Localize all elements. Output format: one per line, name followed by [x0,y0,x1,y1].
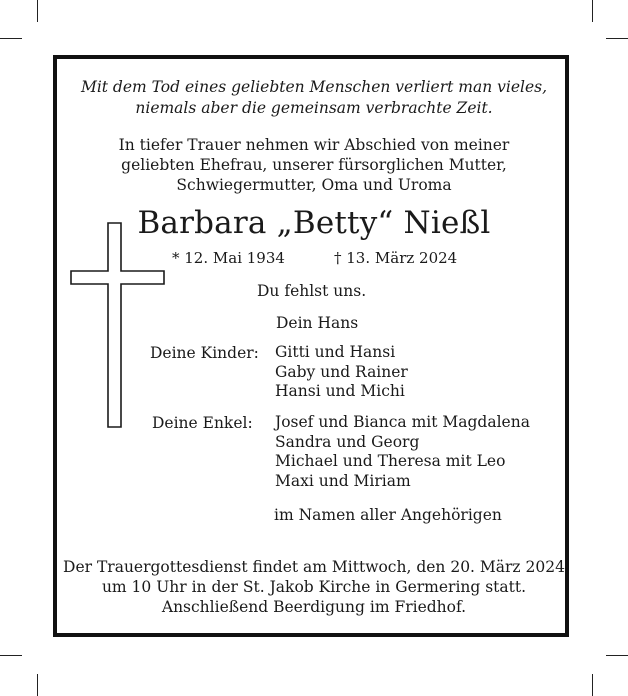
list-item: Hansi und Michi [275,382,405,400]
crop-mark-top-right-h [606,38,628,39]
crop-mark-bottom-right-v [592,674,593,696]
deceased-name: Barbara „Betty“ Nießl [137,205,491,241]
list-item: Josef und Bianca mit Magdalena [275,413,530,431]
intro-text [0,135,628,195]
crop-mark-bottom-left-h [0,655,22,656]
list-item: Maxi und Miriam [275,471,411,490]
service-line-3: Anschließend Beerdigung im Friedhof. [161,598,467,616]
list-item: Gaby und Rainer [275,362,408,381]
quote-line-1: Mit dem Tod eines geliebten Menschen verliert man vieles, [80,78,548,96]
quote-line-2: niemals aber die gemeinsam verbrachte Zeit. [135,99,493,117]
intro-line-2: geliebten Ehefrau, unserer fürsorglichen Mutter, [121,156,507,174]
crop-mark-bottom-left-v [37,674,38,696]
quote [0,77,628,119]
intro-line-3: Schwiegermutter, Oma und Uroma [176,176,452,194]
death-date: † 13. März 2024 [334,249,458,267]
crop-mark-bottom-right-h [606,655,628,656]
crop-mark-top-right-v [592,0,593,22]
grandchildren-list [275,413,530,491]
children-list [275,343,408,402]
list-item: Gitti und Hansi [275,343,396,361]
crop-mark-top-left-v [37,0,38,22]
children-label: Deine Kinder: [150,344,259,362]
service-info [0,557,628,617]
cross-icon [70,222,166,430]
crop-mark-top-left-h [0,38,22,39]
farewell-text: Du fehlst uns. [257,282,367,300]
service-line-2: um 10 Uhr in der St. Jakob Kirche in Germering statt. [101,578,527,596]
service-line-1: Der Trauergottesdienst findet am Mittwoch, den 20. März 2024 [63,558,565,576]
on-behalf-text: im Namen aller Angehörigen [274,506,502,524]
spouse-signature: Dein Hans [276,314,359,332]
birth-date: * 12. Mai 1934 [172,249,285,267]
grandchildren-label: Deine Enkel: [152,414,253,432]
intro-line-1: In tiefer Trauer nehmen wir Abschied von meiner [118,136,510,154]
list-item: Michael und Theresa mit Leo [275,452,506,470]
list-item: Sandra und Georg [275,432,420,451]
